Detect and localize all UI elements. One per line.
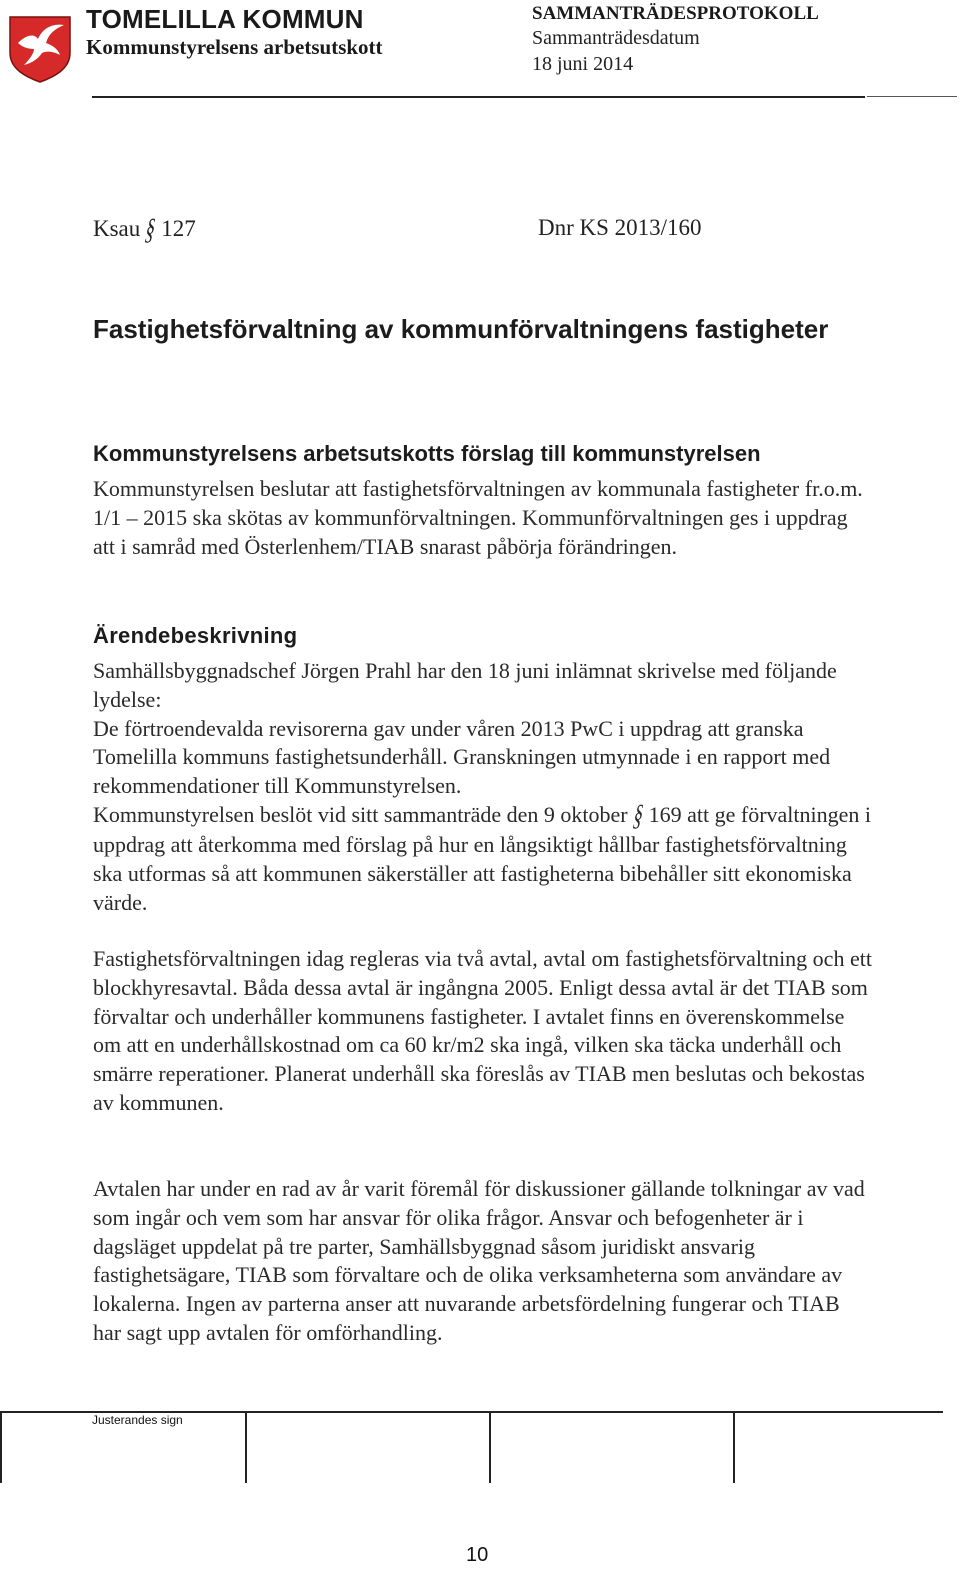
section-reference [93, 215, 196, 245]
case-paragraph-1 [93, 657, 873, 917]
meeting-date-label: Sammanträdesdatum [532, 27, 700, 49]
section-symbol: § [630, 798, 647, 832]
organization-name: TOMELILLA KOMMUN [86, 4, 364, 34]
case-paragraph-2: Fastighetsförvaltningen idag regleras via två avtal, avtal om fastighetsförvaltning och ett blockhyresavtal. Båda dessa avtal är ingångna 2005. Enligt dessa avtal är det TIAB som förvaltar och underhåller kommunens fastigheter. I avtalet finns en överenskommelse om att en underhållskostnad om ca 60 kr/m2 ska ingå, vilken ska täcka underhåll och smärre reperationer. Planerat underhåll ska föreslås av TIAB men beslutas och bekostas av kommunen. [93, 946, 872, 1115]
signature-box [0, 1413, 2, 1483]
committee-name: Kommunstyrelsens arbetsutskott [86, 35, 383, 59]
case-decision-text [93, 798, 873, 917]
proposal-text: Kommunstyrelsen beslutar att fastighetsförvaltningen av kommunala fastigheter fr.o.m. 1/1 – 2015 ska skötas av kommunförvaltningen. Kommunförvaltningen ges i uppdrag att i samråd med Österlenhem/TIAB snarast påbörja förändringen. [93, 476, 863, 559]
case-audit-text: De förtroendevalda revisorerna gav under våren 2013 PwC i uppdrag att granska Tomelilla kommuns fastighetsunderhåll. Granskningen utmynnade i en rapport med rekommendationer till Kommunstyrelsen. [93, 715, 831, 799]
signature-box [489, 1413, 491, 1483]
signature-box [733, 1413, 735, 1483]
document-type: SAMMANTRÄDESPROTOKOLL [532, 3, 819, 24]
meeting-date: 18 juni 2014 [532, 53, 634, 75]
proposal-heading: Kommunstyrelsens arbetsutskotts förslag till kommunstyrelsen [93, 441, 761, 466]
header-divider [92, 96, 865, 98]
section-symbol: § [142, 213, 159, 246]
signature-label: Justerandes sign [92, 1413, 183, 1427]
signature-box [245, 1413, 247, 1483]
section-prefix: Ksau [93, 216, 141, 241]
tomelilla-crest-icon [8, 15, 72, 83]
header-divider-right [867, 96, 957, 97]
diary-number: Dnr KS 2013/160 [538, 215, 702, 240]
case-description-heading: Ärendebeskrivning [93, 623, 298, 648]
page-title: Fastighetsförvaltning av kommunförvaltningens fastigheter [93, 314, 829, 344]
case-intro-text: Samhällsbyggnadschef Jörgen Prahl har den 18 juni inlämnat skrivelse med följande lydelse: [93, 658, 837, 712]
case-decision-text-b: 169 att ge förvaltningen i uppdrag att återkomma med förslag på hur en långsiktigt hållbar fastighetsförvaltning ska utformas så att kommunen säkerställer att fastigheterna bibehåller sitt ekonomiska värde. [93, 801, 872, 915]
case-decision-text-a: Kommunstyrelsen beslöt vid sitt sammanträde den 9 oktober [93, 801, 628, 827]
case-paragraph-3: Avtalen har under en rad av år varit föremål för diskussioner gällande tolkningar av vad som ingår och vem som har ansvar för olika frågor. Ansvar och befogenheter är i dagsläget uppdelat på tre parter, Samhällsbyggnad såsom juridiskt ansvarig fastighetsägare, TIAB som förvaltare och de olika verksamheterna som användare av lokalerna. Ingen av parterna anser att nuvarande arbetsfördelning fungerar och TIAB har sagt upp avtalen för omförhandling. [93, 1176, 865, 1345]
page-number: 10 [466, 1544, 489, 1566]
section-number: 127 [161, 216, 196, 241]
